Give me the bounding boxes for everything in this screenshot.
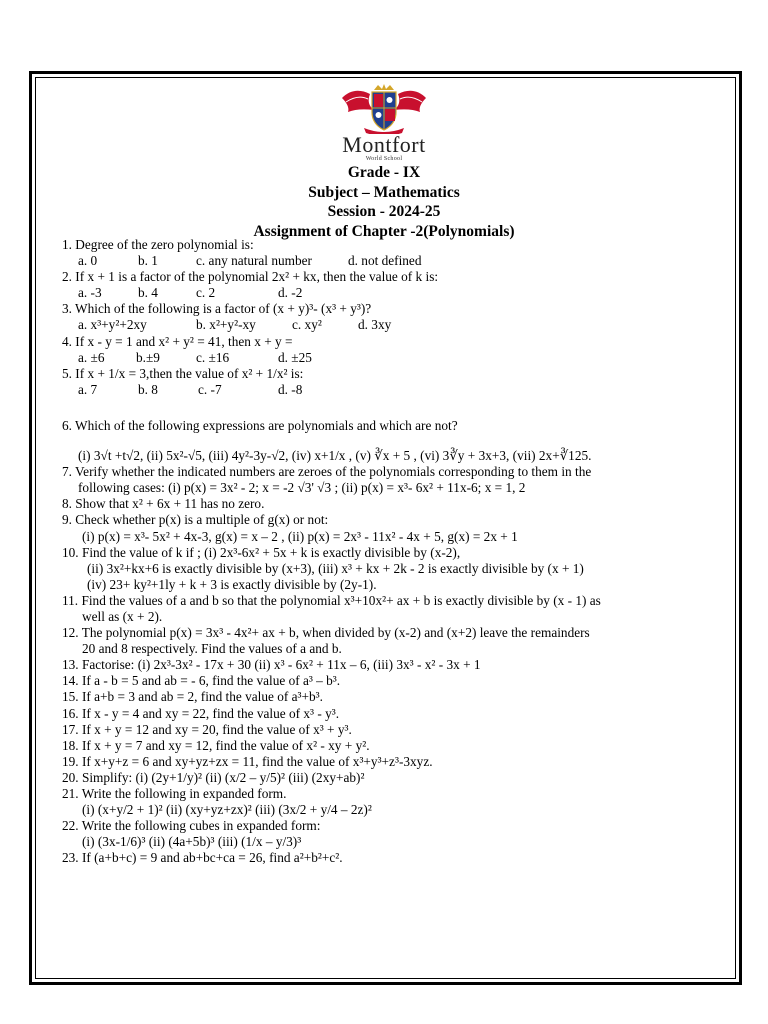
- question-11: 11. Find the values of a and b so that the polynomial x³+10x²+ ax + b is exactly divisible by (x - 1) as: [62, 592, 601, 608]
- question-17: 17. If x + y = 12 and xy = 20, find the value of x³ + y³.: [62, 721, 352, 737]
- subject-heading: Subject – Mathematics: [308, 183, 460, 201]
- grade-heading: Grade - IX: [347, 164, 421, 181]
- question-13: 13. Factorise: (i) 2x³-3x² - 17x + 30 (ii) x³ - 6x² + 11x – 6, (iii) 3x³ - x² - 3x + 1: [62, 657, 481, 673]
- question-9-parts: (i) p(x) = x³- 5x² + 4x-3, g(x) = x – 2 , (ii) p(x) = 2x³ - 11x² - 4x + 5, g(x) = 2x + 1: [82, 528, 518, 544]
- question-6-expressions: (i) 3√t +t√2, (ii) 5x²-√5, (iii) 4y²-3y-√2, (iv) x+1/x , (v) ∛x + 5 , (vi) 3∛y + 3x+3, (vii) 2x+∛125.: [78, 448, 592, 464]
- school-crest-logo: [336, 84, 432, 134]
- question-7: 7. Verify whether the indicated numbers are zeroes of the polynomials corresponding to them in the: [62, 464, 592, 480]
- option: b.±9: [136, 349, 160, 365]
- option: d. -8: [278, 381, 303, 397]
- question-18: 18. If x + y = 7 and xy = 12, find the value of x² - xy + y².: [62, 737, 370, 753]
- option: d. 3xy: [358, 317, 392, 333]
- question-3: 3. Which of the following is a factor of (x + y)³- (x³ + y³)?: [62, 301, 372, 317]
- question-21-parts: (i) (x+y/2 + 1)² (ii) (xy+yz+zx)² (iii) (3x/2 + y/4 – 2z)²: [82, 802, 372, 818]
- option: b. 8: [138, 381, 158, 397]
- option: a. ±6: [78, 349, 105, 365]
- question-12: 12. The polynomial p(x) = 3x³ - 4x²+ ax + b, when divided by (x-2) and (x+2) leave the remainders: [62, 625, 590, 641]
- option: d. not defined: [348, 253, 422, 269]
- school-subtitle: World School: [365, 156, 403, 162]
- question-12-cont: 20 and 8 respectively. Find the values of a and b.: [82, 641, 342, 657]
- question-10: 10. Find the value of k if ; (i) 2x³-6x² + 5x + k is exactly divisible by (x-2),: [62, 544, 461, 560]
- option: c. any natural number: [196, 253, 312, 269]
- option: a. 7: [78, 381, 98, 397]
- question-16: 16. If x - y = 4 and xy = 22, find the value of x³ - y³.: [62, 705, 340, 721]
- option: b. 1: [138, 253, 158, 269]
- option: c. xy²: [292, 317, 322, 333]
- question-11-cont: well as (x + 2).: [82, 608, 163, 624]
- question-3-options: [62, 317, 734, 333]
- option: b. x²+y²-xy: [196, 317, 256, 333]
- option: a. x³+y²+2xy: [78, 317, 147, 333]
- option: a. -3: [78, 285, 102, 301]
- option: c. 2: [196, 285, 216, 301]
- question-5-options: [62, 382, 734, 398]
- question-10-part-iv: (iv) 23+ ky²+1ly + k + 3 is exactly divisible by (2y-1).: [87, 576, 377, 592]
- question-22: 22. Write the following cubes in expanded form:: [62, 818, 321, 834]
- question-9: 9. Check whether p(x) is a multiple of g(x) or not:: [62, 512, 329, 528]
- question-2-options: [62, 285, 734, 301]
- option: d. ±25: [278, 349, 312, 365]
- option: c. -7: [198, 381, 222, 397]
- question-1: 1. Degree of the zero polynomial is:: [62, 237, 254, 252]
- question-22-parts: (i) (3x-1/6)³ (ii) (4a+5b)³ (iii) (1/x – y/3)³: [82, 834, 302, 850]
- question-8: 8. Show that x² + 6x + 11 has no zero.: [62, 496, 265, 512]
- option: b. 4: [138, 285, 158, 301]
- question-15: 15. If a+b = 3 and ab = 2, find the value of a³+b³.: [62, 689, 323, 705]
- question-2: 2. If x + 1 is a factor of the polynomial 2x² + kx, then the value of k is:: [62, 269, 439, 285]
- question-4-options: [62, 350, 734, 366]
- option: a. 0: [78, 253, 98, 269]
- option: d. -2: [278, 285, 303, 301]
- question-21: 21. Write the following in expanded form.: [62, 786, 287, 801]
- document-header: [0, 84, 768, 241]
- question-4: 4. If x - y = 1 and x² + y² = 41, then x + y =: [62, 333, 293, 349]
- question-20: 20. Simplify: (i) (2y+1/y)² (ii) (x/2 – y/5)² (iii) (2xy+ab)²: [62, 769, 365, 785]
- question-7-cases: following cases: (i) p(x) = 3x² - 2; x = -2 √3' √3 ; (ii) p(x) = x³- 6x² + 11x-6; x = 1, 2: [78, 480, 526, 496]
- question-6: 6. Which of the following expressions are polynomials and which are not?: [62, 417, 458, 433]
- question-1-options: [62, 253, 734, 269]
- question-list: [62, 237, 734, 866]
- session-heading: Session - 2024-25: [327, 203, 441, 220]
- question-23: 23. If (a+b+c) = 9 and ab+bc+ca = 26, find a²+b²+c².: [62, 850, 343, 866]
- question-10-parts-ii-iii: (ii) 3x²+kx+6 is exactly divisible by (x+3), (iii) x³ + kx + 2k - 2 is exactly divisible by (x + 1): [87, 560, 584, 576]
- school-name: Montfort: [342, 132, 426, 157]
- question-5: 5. If x + 1/x = 3,then the value of x² + 1/x² is:: [62, 365, 304, 381]
- question-14: 14. If a - b = 5 and ab = - 6, find the value of a³ – b³.: [62, 673, 341, 689]
- question-19: 19. If x+y+z = 6 and xy+yz+zx = 11, find the value of x³+y³+z³-3xyz.: [62, 753, 433, 769]
- assignment-title: Assignment of Chapter -2(Polynomials): [253, 222, 515, 240]
- option: c. ±16: [196, 349, 230, 365]
